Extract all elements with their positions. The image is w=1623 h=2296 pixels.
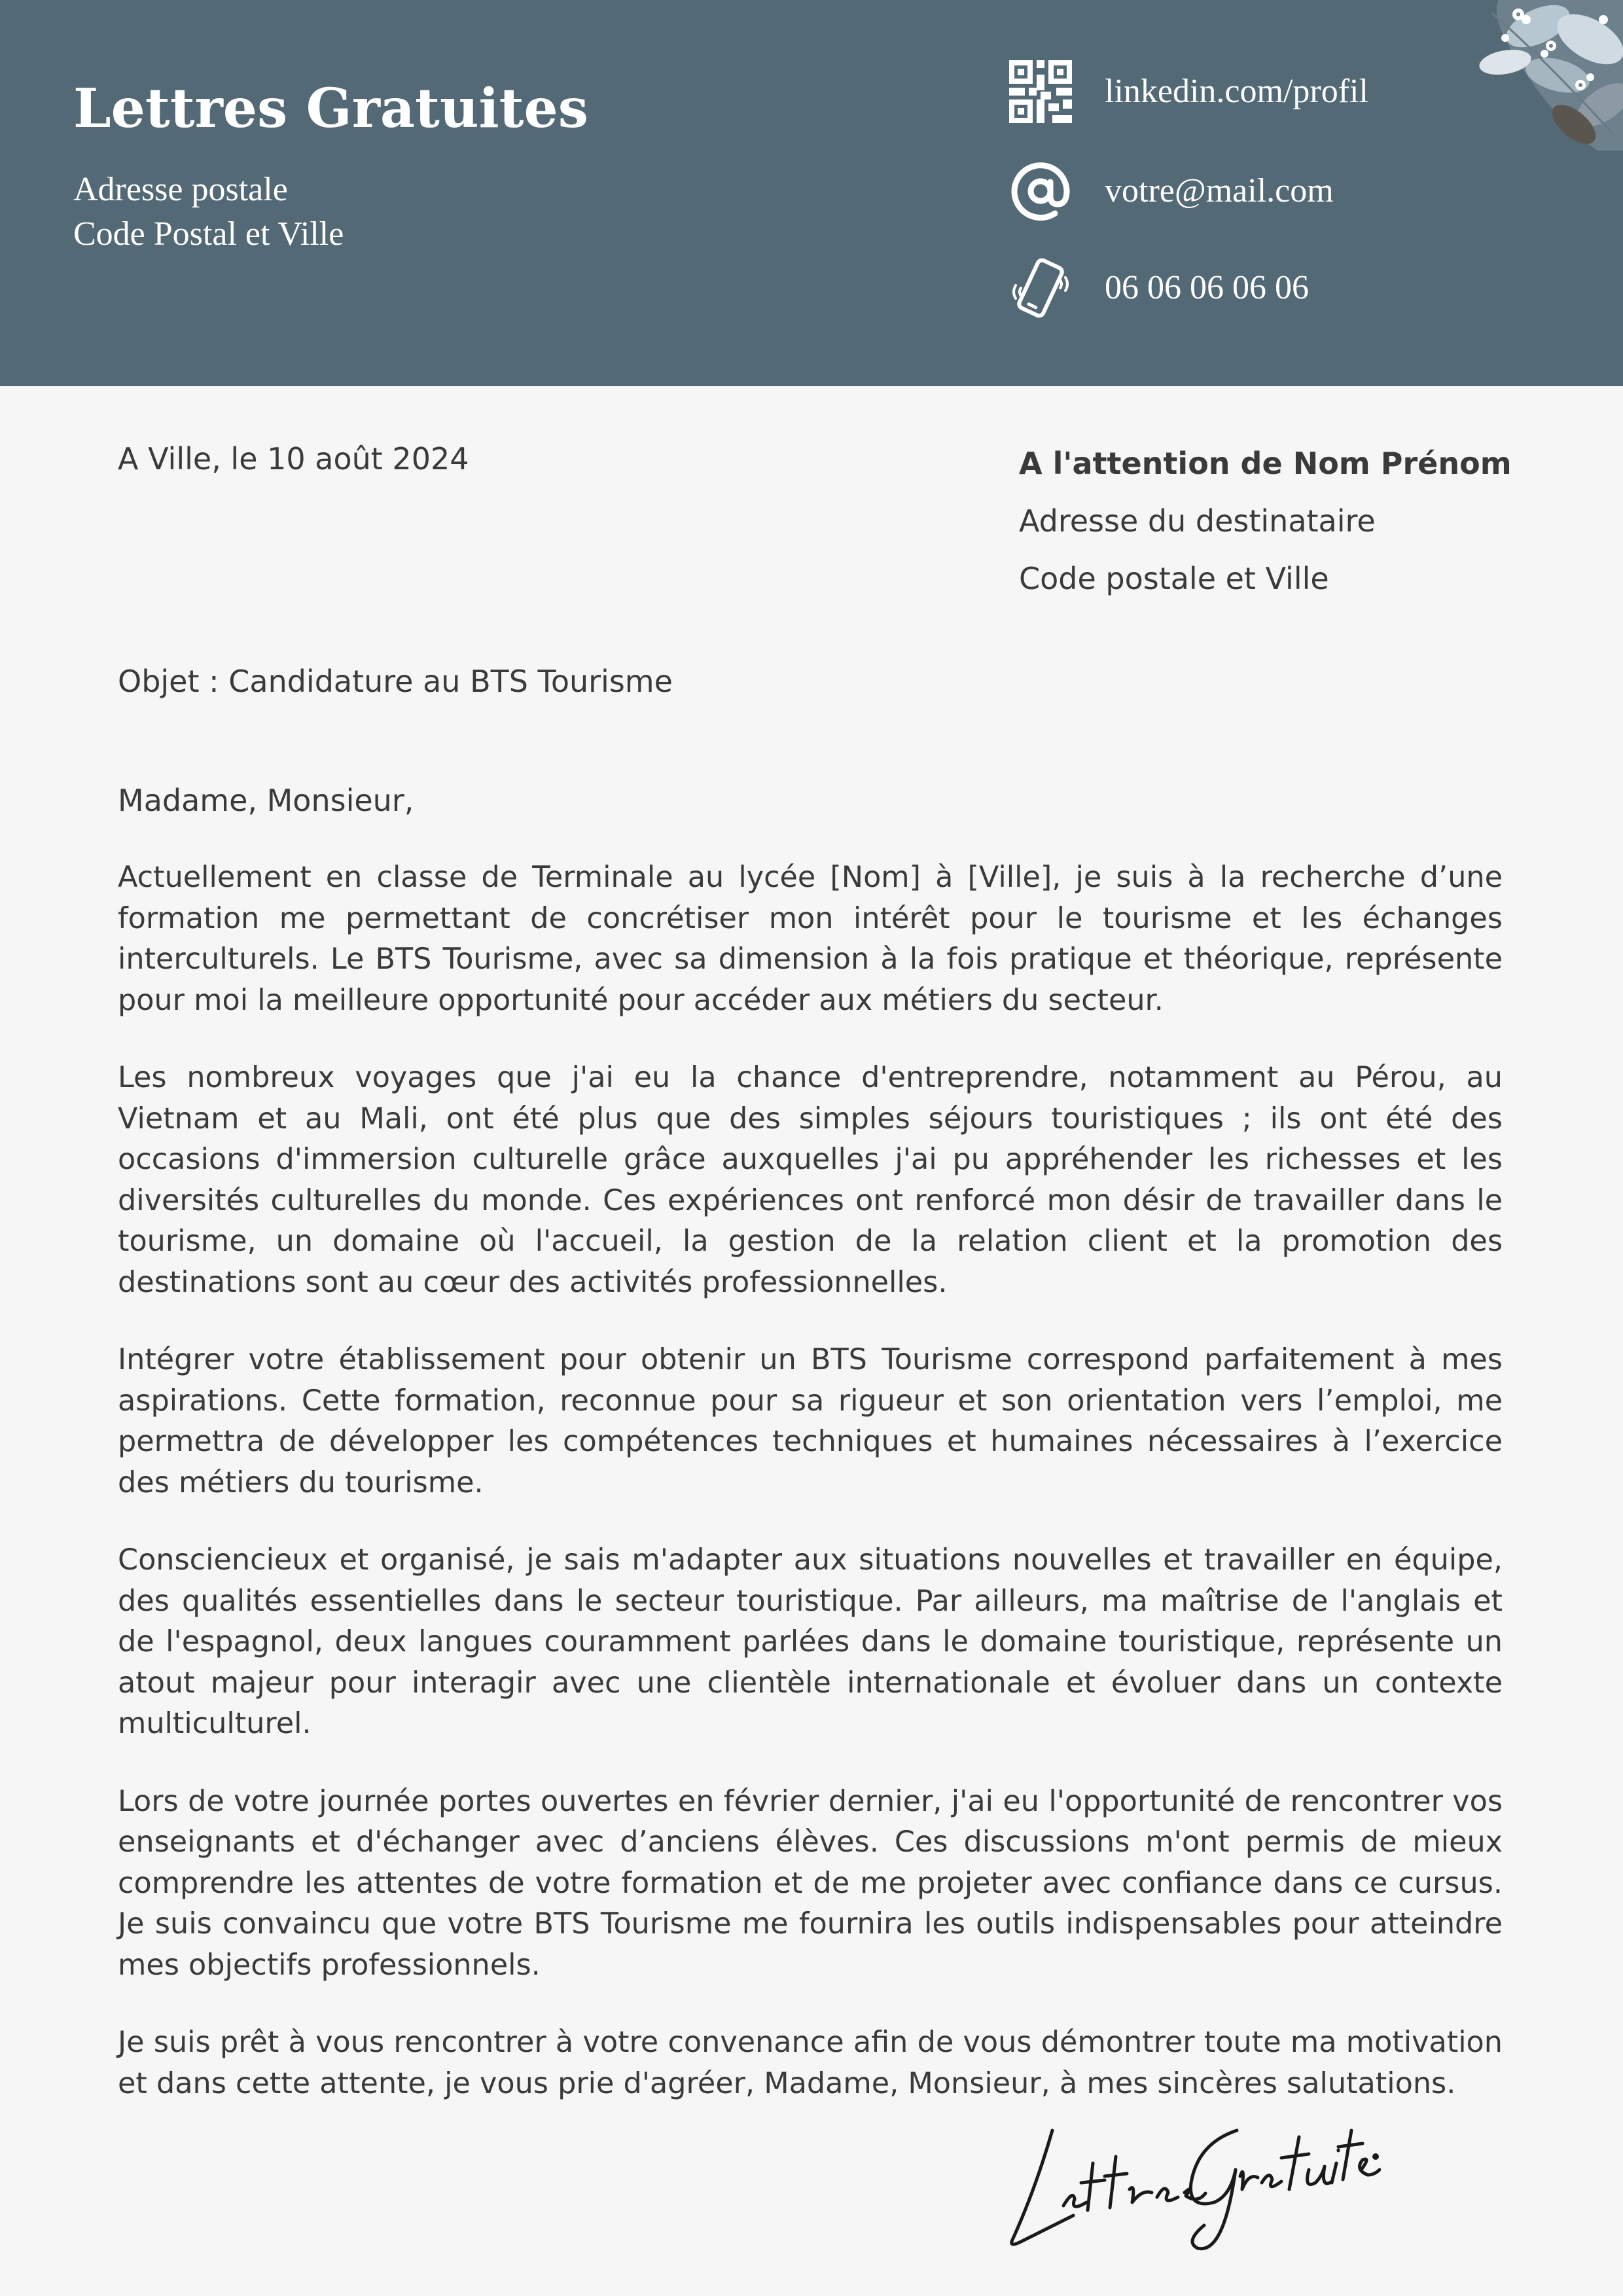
handwritten-signature [1001, 2085, 1381, 2255]
sender-address [73, 168, 344, 257]
body-paragraph: Lors de votre journée portes ouvertes en février dernier, j'ai eu l'opportunité de rencontrer vos enseignants et d'échanger avec d’anciens élèves. Ces discussions m'ont permis de mieux comprendre les attentes de votre formation et de me projeter avec confiance dans ce cursus. Je suis convaincu que votre BTS Tourisme me fournira les outils indispensables pour atteindre mes objectifs professionnels. [118, 1784, 1503, 1982]
body-paragraph: Je suis prêt à vous rencontrer à votre convenance afin de vous démontrer toute ma motivation et dans cette attente, je vous prie d'agréer, Madame, Monsieur, à mes sincères salutations. [118, 2026, 1503, 2100]
sender-name: Lettres Gratuites [73, 77, 588, 140]
letter-object: Objet : Candidature au BTS Tourisme [118, 664, 673, 699]
body-paragraph: Les nombreux voyages que j'ai eu la chance d'entreprendre, notamment au Pérou, au Vietnam et au Mali, ont été plus que des simples séjours touristiques ; ils ont été des occasions d'immersion culturelle grâce auxquelles j'ai pu appréhender les richesses et les diversités culturelles du monde. Ces expériences ont renforcé mon désir de travailler dans le tourisme, un domaine où l'accueil, la gestion de la relation client et la promotion des destinations sont au cœur des activités professionnelles. [118, 1061, 1503, 1299]
letter-body [118, 857, 1503, 2141]
recipient-block [1019, 435, 1512, 607]
at-sign-icon [1008, 158, 1073, 224]
sender-address-line: Adresse postale [73, 171, 288, 208]
floral-decoration-icon [1466, 0, 1623, 151]
letter-salutation: Madame, Monsieur, [118, 783, 414, 818]
qr-code-icon [1008, 59, 1073, 124]
letter-date: A Ville, le 10 août 2024 [118, 441, 469, 476]
body-paragraph: Actuellement en classe de Terminale au lycée [Nom] à [Ville], je suis à la recherche d’une formation me permettant de concrétiser mon intérêt pour le tourisme et les échanges interculturels. Le BTS Tourisme, avec sa dimension à la fois pratique et théorique, représente pour moi la meilleure opportunité pour accéder aux métiers du secteur. [118, 861, 1503, 1017]
email-text: votre@mail.com [1105, 172, 1334, 209]
sender-city-line: Code Postal et Ville [73, 215, 344, 253]
linkedin-text: linkedin.com/profil [1105, 73, 1368, 110]
header-band [0, 0, 1623, 386]
body-paragraph: Intégrer votre établissement pour obtenir un BTS Tourisme correspond parfaitement à mes aspirations. Cette formation, reconnue pour sa rigueur et son orientation vers l’emploi, me permettra de développer les compétences techniques et humaines nécessaires à l’exercice des métiers du tourisme. [118, 1343, 1503, 1499]
recipient-address: Adresse du destinataire [1019, 503, 1376, 539]
phone-icon [1008, 255, 1073, 321]
phone-text: 06 06 06 06 06 [1105, 269, 1309, 306]
recipient-city: Code postale et Ville [1019, 561, 1329, 596]
recipient-name: A l'attention de Nom Prénom [1019, 446, 1512, 481]
body-paragraph: Consciencieux et organisé, je sais m'adapter aux situations nouvelles et travailler en équipe, des qualités essentielles dans le secteur touristique. Par ailleurs, ma maîtrise de l'anglais et de l'espagnol, deux langues couramment parlées dans le domaine touristique, représente un atout majeur pour interagir avec une clientèle internationale et évoluer dans un contexte multiculturel. [118, 1543, 1503, 1740]
